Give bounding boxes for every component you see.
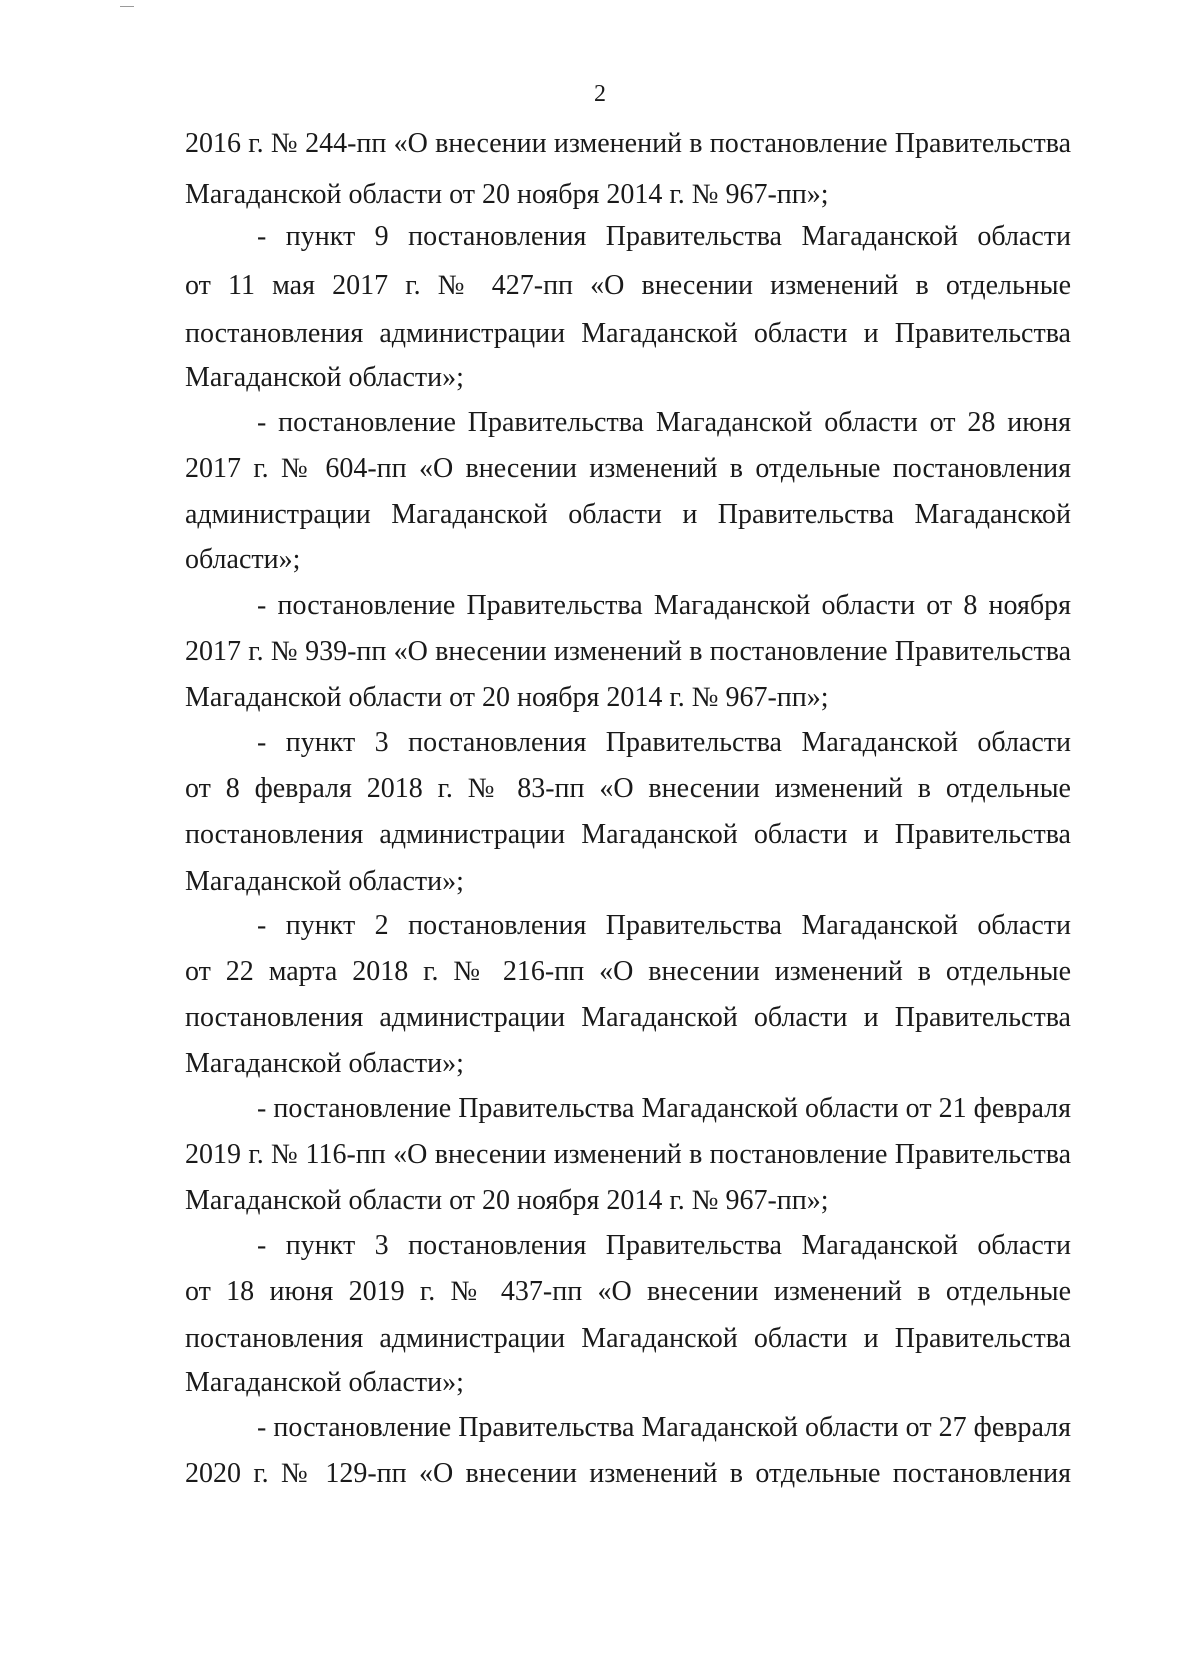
text-line: постановления администрации Магаданской области и Правительства — [185, 819, 1071, 850]
text-line: от 22 марта 2018 г. № 216-пп «О внесении изменений в отдельные — [185, 956, 1071, 987]
text-line: администрации Магаданской области и Правительства Магаданской — [185, 499, 1071, 530]
text-line: 2016 г. № 244-пп «О внесении изменений в постановление Правительства — [185, 128, 1071, 159]
list-item-start: - постановление Правительства Магаданской области от 28 июня — [257, 407, 1071, 438]
scan-artifact — [120, 6, 134, 7]
text-line: Магаданской области от 20 ноября 2014 г. № 967-пп»; — [185, 1185, 829, 1216]
text-line: от 11 мая 2017 г. № 427-пп «О внесении изменений в отдельные — [185, 270, 1071, 301]
text-line: от 18 июня 2019 г. № 437-пп «О внесении изменений в отдельные — [185, 1276, 1071, 1307]
text-line: постановления администрации Магаданской области и Правительства — [185, 1323, 1071, 1354]
text-line: постановления администрации Магаданской области и Правительства — [185, 318, 1071, 349]
list-item-start: - постановление Правительства Магаданской области от 8 ноября — [257, 590, 1071, 621]
list-item-start: - пункт 3 постановления Правительства Магаданской области — [257, 727, 1071, 758]
text-line: Магаданской области»; — [185, 362, 464, 393]
text-line: Магаданской области»; — [185, 1048, 464, 1079]
text-line: Магаданской области от 20 ноября 2014 г. № 967-пп»; — [185, 682, 829, 713]
text-line: 2020 г. № 129-пп «О внесении изменений в отдельные постановления — [185, 1458, 1071, 1489]
text-line: Магаданской области»; — [185, 866, 464, 897]
text-line: от 8 февраля 2018 г. № 83-пп «О внесении изменений в отдельные — [185, 773, 1071, 804]
text-line: 2019 г. № 116-пп «О внесении изменений в постановление Правительства — [185, 1139, 1071, 1170]
text-line: области»; — [185, 544, 301, 575]
list-item-start: - пункт 9 постановления Правительства Магаданской области — [257, 221, 1071, 252]
text-line: 2017 г. № 604-пп «О внесении изменений в отдельные постановления — [185, 453, 1071, 484]
list-item-start: - постановление Правительства Магаданской области от 27 февраля — [257, 1412, 1071, 1443]
text-line: Магаданской области от 20 ноября 2014 г. № 967-пп»; — [185, 179, 829, 210]
page-number: 2 — [594, 81, 606, 107]
text-line: Магаданской области»; — [185, 1367, 464, 1398]
text-line: 2017 г. № 939-пп «О внесении изменений в постановление Правительства — [185, 636, 1071, 667]
list-item-start: - постановление Правительства Магаданской области от 21 февраля — [257, 1093, 1071, 1124]
text-line: постановления администрации Магаданской области и Правительства — [185, 1002, 1071, 1033]
list-item-start: - пункт 3 постановления Правительства Магаданской области — [257, 1230, 1071, 1261]
list-item-start: - пункт 2 постановления Правительства Магаданской области — [257, 910, 1071, 941]
